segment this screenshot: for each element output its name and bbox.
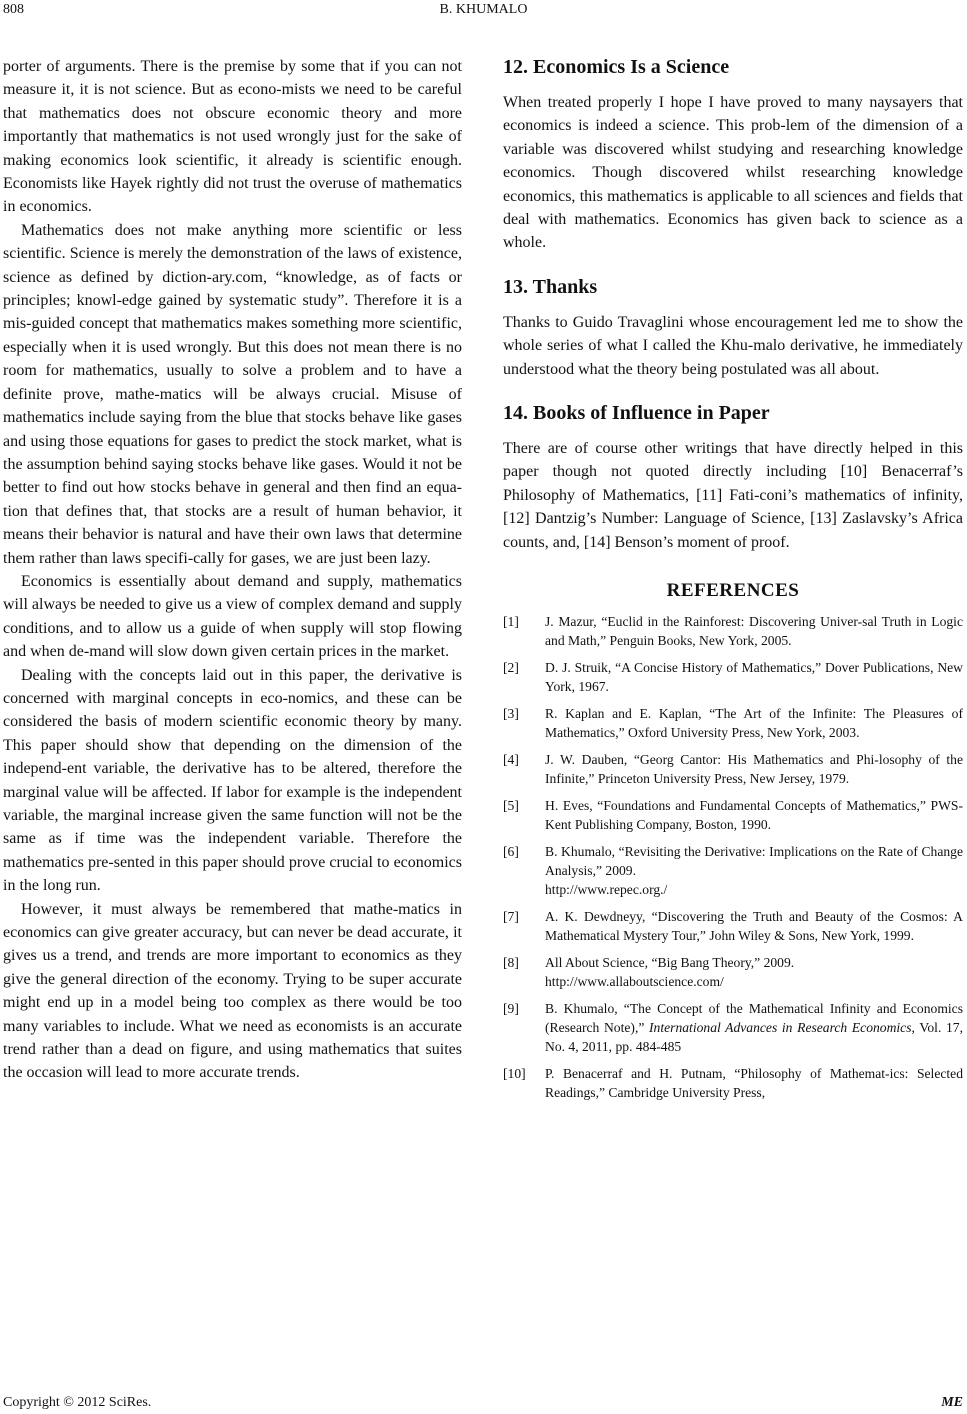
section-heading: 13. Thanks [503,275,598,298]
reference-text: R. Kaplan and E. Kaplan, “The Art of the Infinite: The Pleasures of Mathematics,” Oxford University Press, New York, 2003. [545,706,963,741]
reference-number: [6] [503,844,519,860]
reference-text: H. Eves, “Foundations and Fundamental Concepts of Mathematics,” PWS-Kent Publishing Company, Boston, 1990. [545,798,963,833]
references-heading: REFERENCES [666,580,800,602]
reference-text [545,953,963,991]
reference-number: [2] [503,660,519,676]
reference-text: J. Mazur, “Euclid in the Rainforest: Discovering Univer-sal Truth in Logic and Math,” Penguin Books, New York, 2005. [545,614,963,649]
reference-text: P. Benacerraf and H. Putnam, “Philosophy of Mathemat-ics: Selected Readings,” Cambridge University Press, [545,1066,963,1101]
page-number: 808 [3,2,24,17]
paragraph: There are of course other writings that have directly helped in this paper though not quoted directly including [10] Benacerraf’s Philosophy of Mathematics, [11] Fati-coni’s mathematics of infinity, [12] Dantzig’s Number: Language of Science, [13] Zaslavsky’s Africa counts, and, [14] Benson’s moment of proof. [503,440,963,551]
reference-number: [8] [503,955,519,971]
section-books-of-influence [503,401,963,554]
reference-item [503,612,963,650]
page-footer [3,1395,963,1411]
paragraph: porter of arguments. There is the premise by some that if you can not measure it, it is not science. But as econo-mists we need to be careful that mathematics does not obscure economic theory and more importantly that mathematics is not used wrongly just for the sake of making economics look scientific, it already is scientific enough. Economists like Hayek rightly did not trust the overuse of mathematics in economics. [3,58,462,216]
journal-title: International Advances in Research Economics [649,1020,912,1036]
reference-citation: All About Science, “Big Bang Theory,” 2009. [545,955,795,971]
paragraph: However, it must always be remembered that mathe-matics in economics can give greater accuracy, but can never be dead accurate, it gives us a trend, and trends are more important to economics as they give the general direction of the economy. Trying to be super accurate might end up in a model being too complex as there would be too many variables to include. What we need as economists is an accurate trend rather than a dead on figure, and using mathematics that suites the occasion will lead to more accurate trends. [3,900,462,1082]
left-column [3,55,462,1085]
reference-item [503,953,963,991]
reference-text: J. W. Dauben, “Georg Cantor: His Mathematics and Phi-losophy of the Infinite,” Princeton University Press, New Jersey, 1979. [545,752,963,787]
reference-text [545,999,963,1056]
paragraph: When treated properly I hope I have proved to many naysayers that economics is indeed a science. This prob-lem of the dimension of a variable was discovered whilst studying and researching knowledge economics. Though discovered whilst researching knowledge economics, this mathematics is applicable to all sciences and fields that deal with mathematics. Economics has given back to science as a whole. [503,94,963,252]
paragraph: Thanks to Guido Travaglini whose encouragement led me to show the whole series of what I called the Khu-malo derivative, he immediately understood what the theory being postulated was all about. [503,313,963,378]
reference-item [503,750,963,788]
page-header [0,2,967,24]
reference-number: [7] [503,909,519,925]
running-head-author: B. KHUMALO [439,2,528,17]
reference-number: [9] [503,1001,519,1017]
reference-text [545,842,963,899]
paragraph: Dealing with the concepts laid out in this paper, the derivative is concerned with marginal concepts in eco-nomics, and these can be considered the basis of modern scientific economic theory by many. This paper should show that depending on the dimension of the independ-ent variable, the derivative has to be altered, therefore the marginal value will be affected. If labor for example is the independent variable, the marginal increase given the same function will not be the same as if time was the independent variable. Therefore the mathematics pre-sented in this paper should prove crucial to economics in the long run. [3,666,462,895]
reference-citation-end: , Vol. 17, No. 4, 2011, pp. 484-485 [545,1020,963,1055]
reference-item [503,658,963,696]
reference-item [503,796,963,834]
paragraph: Mathematics does not make anything more scientific or less scientific. Science is merely the demonstration of the laws of existence, science as defined by diction-ary.com, “knowledge, as of facts or principles; knowl-edge gained by systematic study”. Therefore it is a mis-guided concept that mathematics makes something more scientific, especially when it is used wrongly. But this does not mean there is no room for mathematics, usually to solve a problem and to have a definite prove, mathe-matics will be always crucial. Misuse of mathematics include saying from the blue that stocks behave like gases and using those equations for gases to predict the stock market, what is the assumption behind saying stocks behave like gases. Would it not be better to find out how stocks behave in general and then find an equa-tion that defines that, that stocks are a result of human behavior, it means their behavior is natural and have their own laws that determine them rather than laws specifi-cally for gases, we are just been lazy. [3,221,462,567]
reference-item [503,704,963,742]
journal-abbreviation: ME [941,1395,963,1410]
section-heading: 14. Books of Influence in Paper [503,402,770,425]
reference-text: A. K. Dewdneyy, “Discovering the Truth and Beauty of the Cosmos: A Mathematical Mystery Tour,” John Wiley & Sons, New York, 1999. [545,909,963,944]
reference-number: [5] [503,798,519,814]
reference-item [503,999,963,1056]
section-thanks [503,275,963,381]
reference-list [503,612,963,1102]
copyright-notice: Copyright © 2012 SciRes. [3,1395,152,1410]
reference-citation: B. Khumalo, “Revisiting the Derivative: Implications on the Rate of Change Analysis,” 2009. [545,844,963,879]
right-column [503,55,963,1110]
reference-url[interactable]: http://www.allaboutscience.com/ [545,974,724,990]
section-economics-is-a-science [503,55,963,255]
reference-citation-start: B. Khumalo, “The Concept of the Mathematical Infinity and Economics (Research Note),” [545,1001,963,1036]
reference-item [503,907,963,945]
reference-number: [4] [503,752,519,768]
section-heading: 12. Economics Is a Science [503,56,730,78]
reference-item [503,1064,963,1102]
reference-url[interactable]: http://www.repec.org./ [545,882,668,898]
reference-text: D. J. Struik, “A Concise History of Mathematics,” Dover Publications, New York, 1967. [545,660,963,695]
reference-number: [3] [503,706,519,722]
reference-item [503,842,963,899]
reference-number: [10] [503,1066,526,1082]
reference-number: [1] [503,614,519,630]
paragraph: Economics is essentially about demand and supply, mathematics will always be needed to give us a view of complex demand and supply conditions, and to allow us a guide of when supply will stop flowing and when de-mand will slow down given certain prices in the market. [3,572,462,661]
